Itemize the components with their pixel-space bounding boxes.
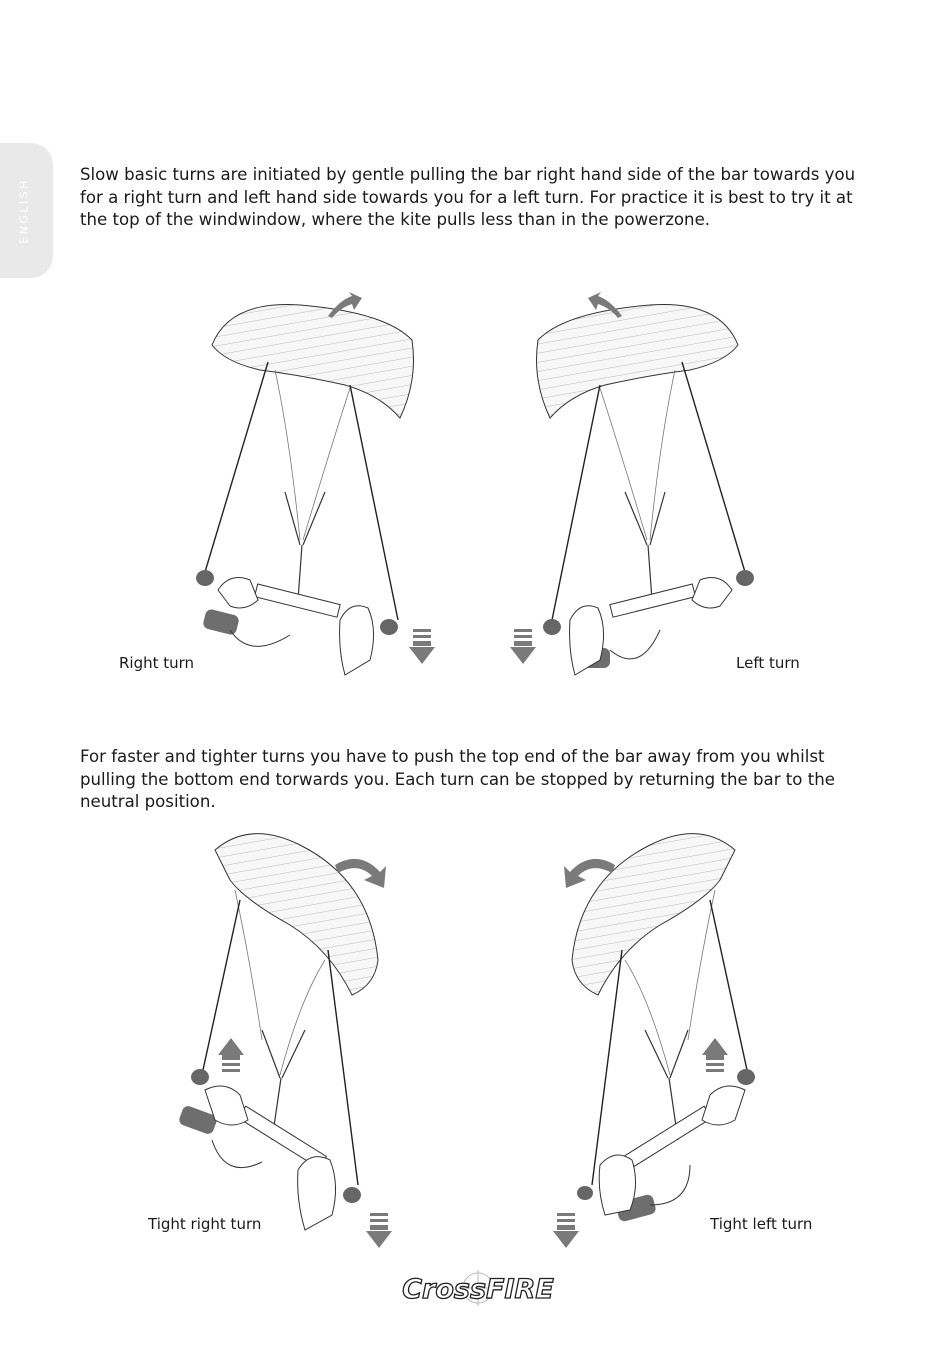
tight-left-turn-push-arrow <box>702 1038 728 1072</box>
tight-right-turn-figure <box>178 834 392 1248</box>
right-turn-caption: Right turn <box>119 654 195 672</box>
tight-left-turn-figure <box>553 834 755 1248</box>
left-turn-caption: Left turn <box>736 654 800 672</box>
logo-wordmark: CrossFIRE <box>402 1274 554 1305</box>
tight-right-turn-caption: Tight right turn <box>148 1215 262 1233</box>
tight-turns-paragraph: For faster and tighter turns you have to push the top end of the bar away from you whilst pulling the bottom end torwards you. Each turn can be stopped by returning the bar to the neutral position. <box>80 747 835 812</box>
tight-left-turn-pull-arrow <box>553 1213 579 1248</box>
right-turn-figure <box>196 292 435 675</box>
left-turn-pull-arrow <box>510 629 536 664</box>
tight-right-turn-push-arrow <box>218 1038 244 1072</box>
slow-turns-paragraph: Slow basic turns are initiated by gentle pulling the bar right hand side of the bar towards you for a right turn and left hand side towards you for a left turn. For practice it is best to try it at the top of the windwindow, where the kite pulls less than in the powerzone. <box>80 165 856 230</box>
language-tab-label: ENGLISH <box>17 177 31 244</box>
left-turn-figure <box>510 292 754 675</box>
crossfire-logo <box>383 1270 573 1308</box>
right-turn-bar <box>255 584 341 617</box>
right-turn-grip <box>202 608 240 636</box>
tight-right-turn-pull-arrow <box>366 1213 392 1248</box>
right-turn-pull-arrow <box>409 629 435 664</box>
tight-left-turn-bar <box>624 1106 712 1168</box>
tight-left-turn-caption: Tight left turn <box>710 1215 813 1233</box>
left-turn-bar <box>610 584 696 617</box>
